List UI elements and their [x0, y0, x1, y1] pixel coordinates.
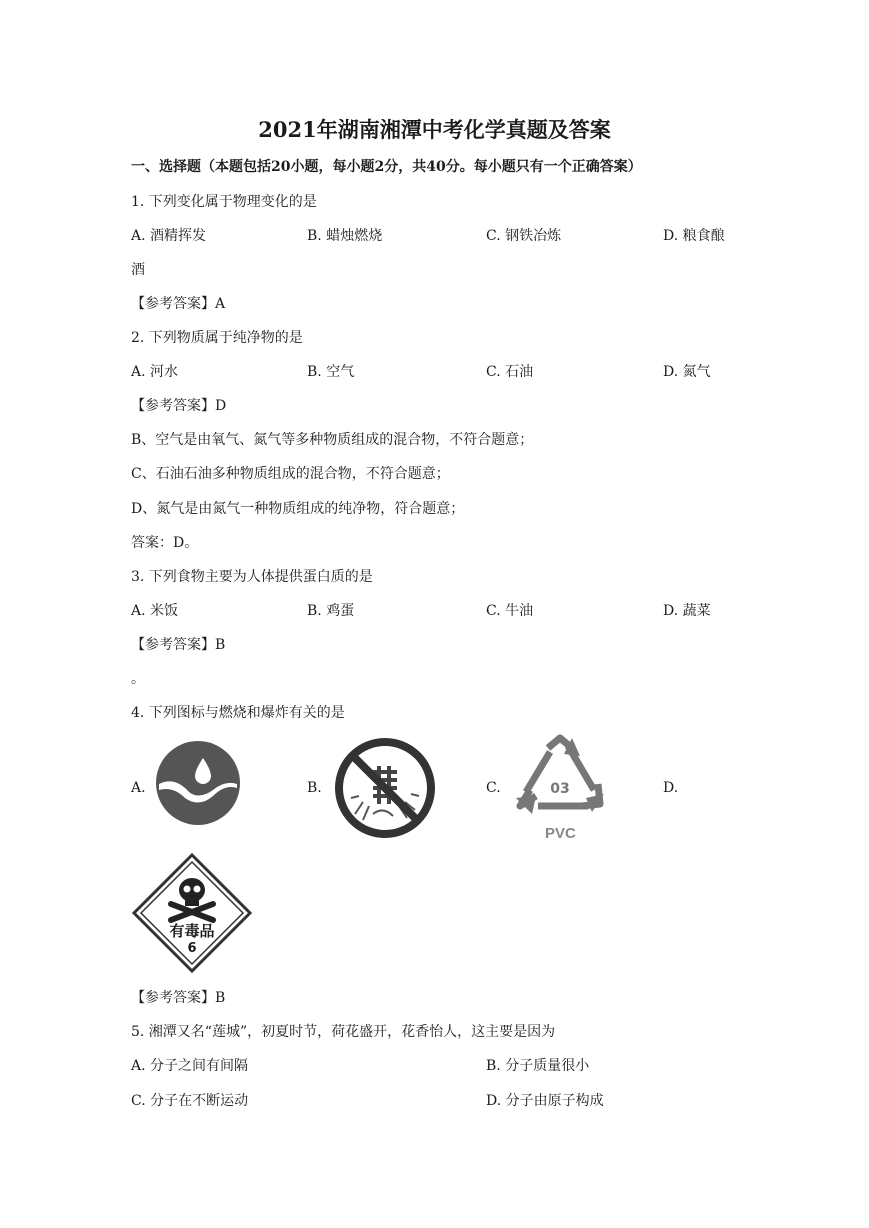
q3-stray-period: 。	[131, 671, 145, 687]
q4-option-d-label: D.	[663, 780, 679, 796]
q5-option-d: D. 分子由原子构成	[486, 1093, 604, 1109]
q2-option-a: A. 河水	[131, 364, 179, 380]
q2-option-c: C. 石油	[486, 364, 534, 380]
q1-answer: 【参考答案】A	[131, 296, 226, 312]
q1-option-b: B. 蜡烛燃烧	[307, 228, 383, 244]
q4-answer: 【参考答案】B	[131, 990, 226, 1006]
q5-stem: 5. 湘潭又名“莲城”，初夏时节，荷花盛开，花香怡人，这主要是因为	[131, 1024, 556, 1040]
q2-conclusion: 答案：D。	[131, 535, 199, 551]
q2-option-b: B. 空气	[307, 364, 355, 380]
q2-answer: 【参考答案】D	[131, 398, 227, 414]
q5-option-b: B. 分子质量很小	[486, 1058, 590, 1074]
q3-option-c: C. 牛油	[486, 603, 534, 619]
q3-option-d: D. 蔬菜	[663, 603, 711, 619]
pvc-label: PVC	[545, 825, 576, 842]
q1-option-d-wrap: 酒	[131, 262, 145, 278]
q4-stem: 4. 下列图标与燃烧和爆炸有关的是	[131, 705, 345, 721]
toxic-label: 有毒品	[169, 922, 215, 940]
q1-stem: 1. 下列变化属于物理变化的是	[131, 194, 317, 210]
q1-option-d: D. 粮食酿	[663, 228, 725, 244]
no-fireworks-icon	[333, 736, 437, 840]
q3-answer: 【参考答案】B	[131, 637, 226, 653]
q3-option-a: A. 米饭	[131, 603, 179, 619]
q2-explanation-c: C、石油石油多种物质组成的混合物，不符合题意；	[131, 466, 450, 482]
pvc-recycle-icon	[508, 734, 612, 822]
q2-stem: 2. 下列物质属于纯净物的是	[131, 330, 303, 346]
q4-option-a-label: A.	[131, 780, 146, 796]
q4-option-c-label: C.	[486, 780, 501, 796]
toxic-substance-icon	[131, 852, 253, 974]
page-title: 2021年湖南湘潭中考化学真题及答案	[258, 117, 611, 142]
q2-option-d: D. 氮气	[663, 364, 711, 380]
section-heading: 一、选择题（本题包括20小题，每小题2分，共40分。每小题只有一个正确答案）	[131, 159, 642, 175]
q5-option-a: A. 分子之间有间隔	[131, 1058, 249, 1074]
svg-text:03: 03	[550, 781, 570, 797]
q5-option-c: C. 分子在不断运动	[131, 1093, 249, 1109]
q4-option-b-label: B.	[307, 780, 322, 796]
q2-explanation-b: B、空气是由氧气、氮气等多种物质组成的混合物，不符合题意；	[131, 432, 534, 448]
q2-explanation-d: D、氮气是由氮气一种物质组成的纯净物，符合题意；	[131, 501, 465, 517]
q1-option-a: A. 酒精挥发	[131, 228, 207, 244]
q3-stem: 3. 下列食物主要为人体提供蛋白质的是	[131, 569, 373, 585]
water-saving-icon	[155, 740, 241, 826]
q3-option-b: B. 鸡蛋	[307, 603, 355, 619]
toxic-class-number: 6	[187, 941, 197, 956]
q1-option-c: C. 钢铁冶炼	[486, 228, 562, 244]
